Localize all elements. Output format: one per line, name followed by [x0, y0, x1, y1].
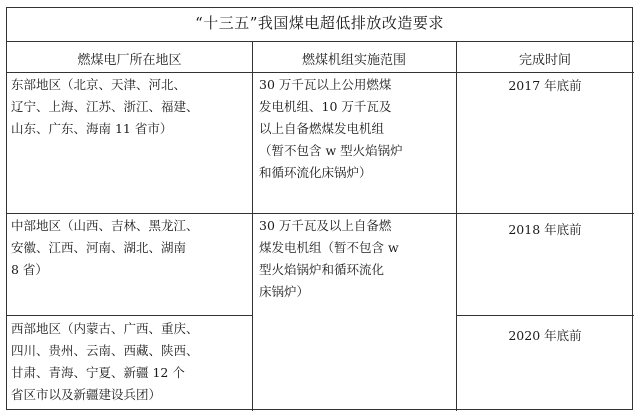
row-scope-central-west: 30 万千瓦及以上自备燃 煤发电机组（暂不包含 w 型火焰锅炉和循环流化 床锅炉） [259, 218, 399, 299]
header-region: 燃煤电厂所在地区 [77, 53, 182, 68]
requirements-table [6, 7, 633, 410]
divider [7, 315, 252, 316]
divider [7, 72, 634, 73]
row-region-east: 东部地区（北京、天津、河北、 辽宁、上海、江苏、浙江、福建、 山东、广东、海南 11 省市） [11, 77, 199, 136]
row-scope-east: 30 万千瓦以上公用燃煤 发电机组、10 万千瓦及 以上自备燃煤发电机组 （暂不包含 w 型火焰锅炉 和循环流化床锅炉） [259, 77, 403, 180]
divider [7, 41, 634, 42]
row-deadline-east: 2017 年底前 [508, 78, 582, 93]
header-deadline: 完成时间 [518, 53, 571, 68]
row-region-west: 西部地区（内蒙古、广西、重庆、 四川、贵州、云南、西藏、陕西、 甘肃、青海、宁夏、新疆 12 个 省区市以及新疆建设兵团） [11, 321, 199, 402]
header-scope: 燃煤机组实施范围 [301, 53, 406, 68]
divider [456, 315, 634, 316]
row-region-central: 中部地区（山西、吉林、黑龙江、 安徽、江西、河南、湖北、湖南 8 省） [11, 218, 199, 277]
table-title: “十三五”我国煤电超低排放改造要求 [195, 14, 444, 32]
row-deadline-central: 2018 年底前 [508, 222, 582, 237]
divider [252, 41, 253, 411]
row-deadline-west: 2020 年底前 [508, 328, 582, 343]
divider [7, 213, 634, 214]
